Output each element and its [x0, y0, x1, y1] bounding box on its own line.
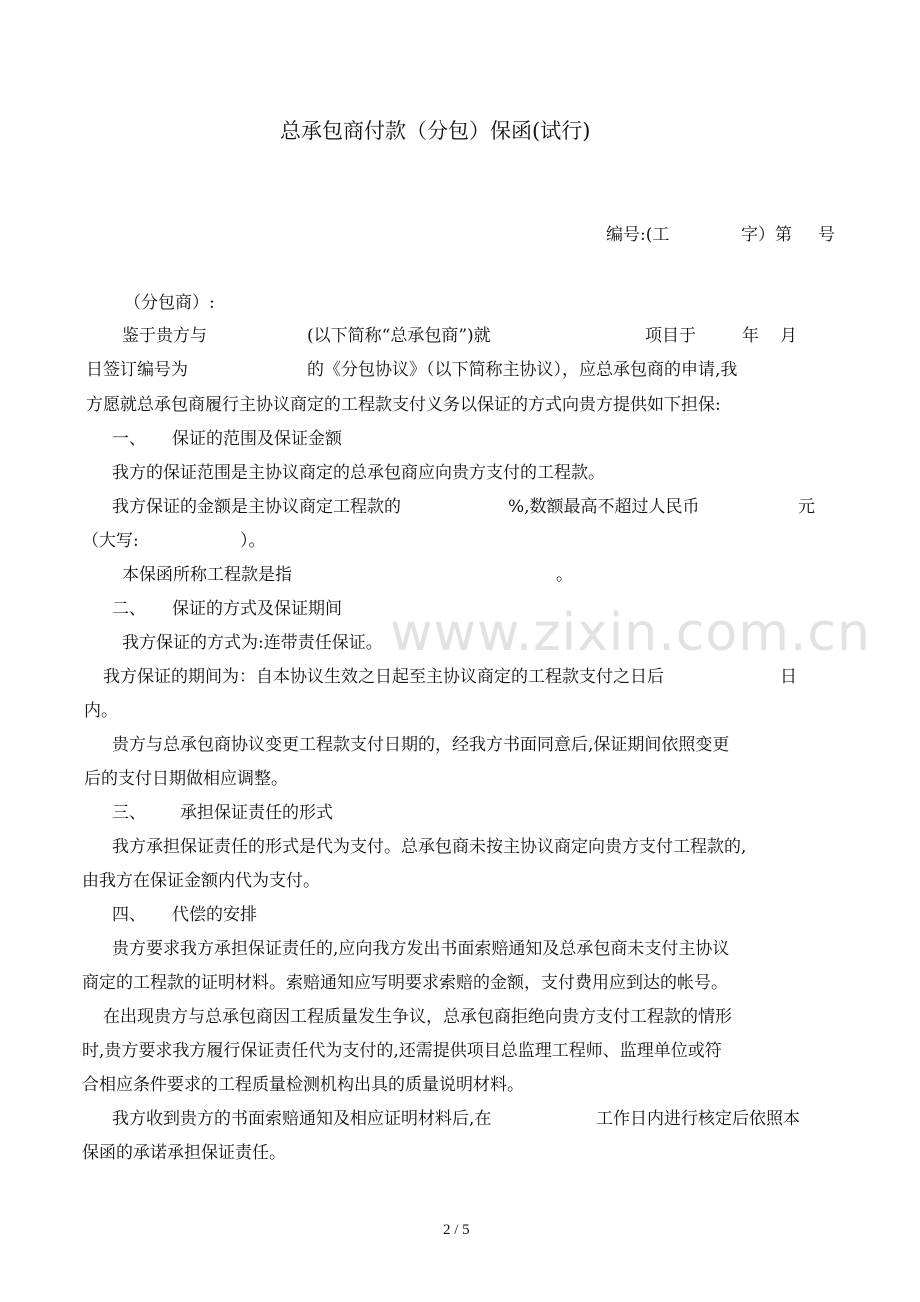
paragraph-text: 我方收到贵方的书面索赔通知及相应证明材料后,在	[112, 1109, 492, 1129]
intro-text: 项目于	[645, 326, 696, 346]
section-number: 一、	[112, 429, 146, 449]
paragraph-text: 内。	[84, 701, 118, 721]
intro-text: (以下简称“总承包商”)就	[307, 326, 491, 346]
number-hao: 号	[818, 225, 835, 245]
section-number: 三、	[112, 803, 146, 823]
section-heading: 保证的方式及保证期间	[172, 599, 342, 619]
paragraph-text: 商定的工程款的证明材料。索赔通知应写明要求索赔的金额，支付费用应到达的帐号。	[82, 973, 728, 993]
paragraph-text: 时,贵方要求我方履行保证责任代为支付的,还需提供项目总监理工程师、监理单位或符	[82, 1041, 722, 1061]
paragraph-text: ）。	[240, 531, 266, 551]
paragraph-text: 由我方在保证金额内代为支付。	[82, 871, 320, 891]
section-heading: 代偿的安排	[172, 905, 257, 925]
section-heading: 保证的范围及保证金额	[172, 429, 342, 449]
paragraph-text: 后的支付日期做相应调整。	[84, 769, 288, 789]
number-zi: 字）第	[741, 225, 792, 245]
section-number: 四、	[112, 905, 146, 925]
page-number: 2 / 5	[443, 1222, 470, 1238]
addressee: （分包商）:	[124, 293, 215, 313]
intro-text: 方愿就总承包商履行主协议商定的工程款支付义务以保证的方式向贵方提供如下担保:	[86, 395, 721, 415]
section-number: 二、	[112, 599, 146, 619]
paragraph-text: 贵方与总承包商协议变更工程款支付日期的，经我方书面同意后,保证期间依照变更	[112, 735, 730, 755]
paragraph-text: 我方保证的金额是主协议商定工程款的	[112, 497, 401, 517]
intro-text: 月	[780, 326, 797, 346]
intro-text: 日签订编号为	[86, 360, 188, 380]
paragraph-text: 保函的承诺承担保证责任。	[82, 1143, 286, 1163]
paragraph-text: 在出现贵方与总承包商因工程质量发生争议，总承包商拒绝向贵方支付工程款的情形	[103, 1007, 732, 1027]
number-label: 编号:(工	[606, 225, 670, 245]
paragraph-text: 我方保证的期间为：自本协议生效之日起至主协议商定的工程款支付之日后	[103, 667, 664, 687]
paragraph-text: 贵方要求我方承担保证责任的,应向我方发出书面索赔通知及总承包商未支付主协议	[112, 939, 730, 959]
paragraph-text: 我方保证的方式为:连带责任保证。	[122, 633, 383, 653]
paragraph-text: 。	[556, 565, 573, 585]
paragraph-text: 日	[780, 667, 797, 687]
paragraph-text: 合相应条件要求的工程质量检测机构出具的质量说明材料。	[82, 1075, 524, 1095]
intro-text: 的《分包协议》（以下简称主协议），应总承包商的申请,我	[307, 360, 738, 380]
document-title: 总承包商付款（分包）保函(试行)	[280, 119, 591, 143]
intro-text: 年	[742, 326, 759, 346]
paragraph-text: 元	[798, 497, 815, 517]
paragraph-text: 本保函所称工程款是指	[122, 565, 292, 585]
watermark: www.zixin.com.cn	[390, 603, 871, 663]
paragraph-text: （大写:	[82, 531, 139, 551]
paragraph-text: 我方承担保证责任的形式是代为支付。总承包商未按主协议商定向贵方支付工程款的,	[112, 837, 747, 857]
paragraph-text: 我方的保证范围是主协议商定的总承包商应向贵方支付的工程款。	[112, 463, 605, 483]
intro-text: 鉴于贵方与	[122, 326, 207, 346]
section-heading: 承担保证责任的形式	[180, 803, 333, 823]
paragraph-text: %,数额最高不超过人民币	[508, 497, 700, 517]
paragraph-text: 工作日内进行核定后依照本	[596, 1109, 800, 1129]
